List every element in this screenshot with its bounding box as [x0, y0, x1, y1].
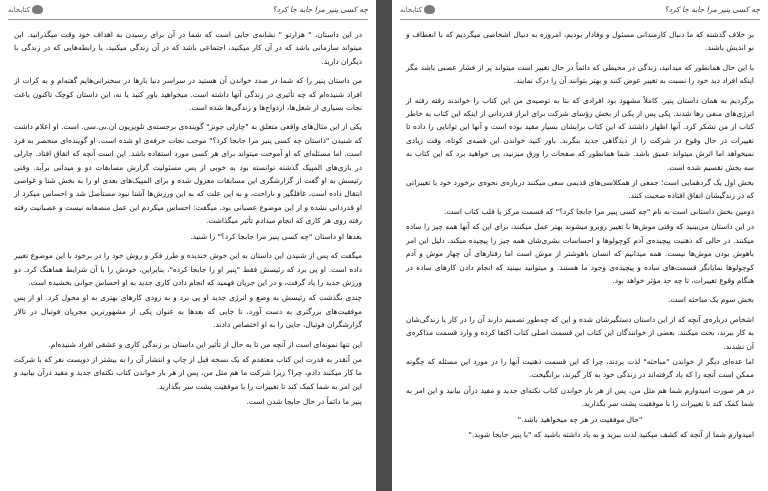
paragraph: این تنها نمونه‌ای است از آنچه من تا به حال از تأثیر این داستان بر زندگی کاری و عشقی افراد شنیده‌ام. [48, 339, 362, 349]
paragraph: با این حال همانطور که میدانید، زندگی در محیطی که دائماً در حال تغییر است میتواند پر از فشار عصبی باشد مگر اینکه افراد دید خود را نسبت به تغییر عوض کنند و بهتر بتوانند آن را درک نمایند. [406, 62, 754, 86]
paragraph: میگفت که پس از شنیدن این داستان به این خوش خندیده و طرز فکر و روش خود را در برخود با این موضوع تغییر داده است. او پی برد که رئیسش فقط "پنیر او را جابجا کرده"، بنابراین، خودش را با آن شرایط هماهنگ کرد. دو ورزش جدید را یاد گرفت، و در این جریان فهمید که انجام دادن کاری جدید به او احساس جوانی بخشیده است. [14, 251, 362, 287]
logo-icon [32, 5, 43, 14]
paragraph: بخش سوم یک مباحثه است. [668, 295, 754, 305]
paragraph: من آنقدر به قدرت این کتاب معتقدم که یک نسخه قبل از چاپ و انتشار آن را به بیشتر از دویست نفر که با شرکت ما کار میکنند دادم، چرا؟ زیرا شرکت ما هم مثل من، پس از هر بار خواندن کتاب نکته‌ای جدید و مفید درآن بیابید و این امر به شما کمک کند تا تغییرات را با موفقیت پشت سر بگذارید. [14, 354, 362, 391]
paragraph: برگردیم به همان داستان پنیر. کاملاً مشهود بود افرادی که بنا به توصیه‌ی من این کتاب را خواندند رفته رفته از انرژی‌های منفی رها شدند. یکی پس از یکی از بخش رؤسای شرکت برای ابراز قدردانی از اینکه این کتاب به خاطر کتاب از من تشکر کرد. آنها اظهار داشتند که این کتاب برایشان بسیار مفید بوده است و آنها این توانایی را داده تا تغییرات در حال وقوع در شرکت را از دیدگاهی جدید بنگرند. باور کنید خواندن این قصه‌ی کوتاه، وقت زیادی نمیخواهد اما اثرش میتواند عمیق باشد. شما همانطور که صفحات را ورق میزنید، پی خواهید برد که این کتاب به سه بخش تقسیم شده است. [406, 95, 754, 172]
left-page [0, 0, 376, 491]
paragraph: یکی از این مثال‌های واقعی متعلق به "چارلی جونز" گوینده‌ی برجسته‌ی تلویزیون ان.بی.سی. است. او اعلام داشت که شنیدن "داستان چه کسی پنیر مرا جابجا کرد؟" موجب نجات حرفه‌ی او شده است. او گوینده‌ای منحصر به فرد است. اما مسئله‌ای که او آموخت میتواند برای هر کسی مورد استفاده باشد. این است آنچه که اتفاق افتاد. چارلی در بازی‌های المپیک گذشته توانسته بود به خوبی از پس مسئولیت گزارش مسابقات دو و میدانی برآید. وقتی رئیسش به او گفت از گزارشگری این مسابقات معزول شده و برای المپیک‌های بعدی او را به بخش شنا و غواصی انتقال داده است، غافلگیر و ناراحت، و به این علت که به این ورزش‌ها آشنا نبود مستأصل شد و احساس میکرد از او قدردانی نشده و از این موضوع عصبانی بود. میگفت: احساس میکردم این عمل منصفانه نیست و عصبانیت رفته رفته روی هر کاری که انجام میدادم تأثیر میگذاشت. [14, 122, 362, 226]
page-header [400, 0, 760, 20]
paragraph: اشخاص درباره‌ی آنچه که از این داستان دستگیرشان شده و این که چه‌طور تصمیم دارند آن را در کار یا زندگی‌شان به کار ببرند، بحث میکنند. بعضی از خوانندگان این کتاب این قسمت اصلی کتاب اکتفا کرده و وارد قسمت مذاکره‌ی آن نشدند. [406, 314, 754, 351]
publisher-logo [8, 5, 43, 14]
paragraph: چندی نگذشت که رئیسش به وضع و انرژی جدید او پی برد و به زودی کارهای بهتری به او محول کرد. او از پس موفقیت‌های بزرگتری به دست آورد، تا جایی که بعدها به عنوان یکی از مشهورترین مجریان فوتبال در تالار گزارشگران فوتبال، جایی را به او اختصاص دادند. [14, 293, 362, 330]
paragraph: بعدها او داستان "چه کسی پنیر مرا جابجا کرد؟" را شنید. [190, 231, 362, 241]
quote-line: "حال موفقیت در هر چه میخواهید باشد." [517, 414, 643, 424]
logo-icon [424, 5, 435, 14]
paragraph: اما عده‌ای دیگر از خواندن "مباحثه" لذت بردند، چرا که این قسمت ذهنیت آنها را در مورد این مسئله که چگونه ممکن است آنچه را که یاد گرفته‌اند در زندگی خود به کار گیرند، برانگیخت. [406, 356, 754, 380]
paragraph: در این داستان، " هزارتو " نشانه‌ی جایی است که شما در آن برای رسیدن به اهداف خود وقت میگذرانید. این میتواند سازمانی باشد که در آن کار میکنید، اجتماعی باشد که در آن زندگی میکنید، یا رابطه‌هایی که در زندگی با دیگران دارید. [14, 30, 362, 66]
page-body [0, 20, 376, 409]
paragraph: امیدوارم شما از آنچه که کشف میکنید لذت ببرید و به یاد داشته باشید که "با پنیر جابجا شوید." [468, 429, 754, 439]
page-header [8, 0, 368, 20]
paragraph: در این داستان می‌بینید که وقتی موش‌ها با تغییر روبرو میشوند بهتر عمل میکنند، برای این که آنها همه چیز را ساده میکنند. در حالی که ذهنیت پیچیده‌ی آدم کوچولوها و احساسات بشری‌شان همه چیز را پیچیده میکند. دلیل این امر باهوش بودن موش‌ها نیست. همه میدانیم که انسان باهوشتر از موش است اما رفتارهای آن چهار موش و آدم کوچولوها نمایانگر قسمت‌های ساده و پیچیده‌ی وجود ما هستند. و میتوانید ببینید که انجام دادن کارهای ساده در هنگام وقوع تغییرات، تا چه حد مؤثر خواهد بود. [406, 222, 754, 285]
paragraph: من داستان پنیر را که شما در صدد خواندن آن هستید در سراسر دنیا بارها در سخنرانی‌هایم گفته‌ام و به کرات از افراد شنیده‌ام که چه تأثیری در زندگی آنها داشته است. میخواهید باور کنید یا نه، این داستان کوچک تاکنون باعث نجات بسیاری از شغل‌ها، ازدواج‌ها و زندگی‌ها شده است. [14, 76, 362, 113]
paragraph: بخش اول یک گردهمایی است؛ جمعی از همکلاسی‌های قدیمی سعی میکنند درباره‌ی نحوه‌ی برخورد خود با تغییراتی که در زندگیشان اتفاق افتاده صحبت کنند. [406, 178, 754, 201]
right-page [392, 0, 768, 491]
header-title: چه کسی پنیر مرا جابه جا کرد؟ [272, 5, 368, 14]
paragraph: بر خلاف گذشته که ما دنبال کارمندانی مسئول و وفادار بودیم، امروزه به دنبال اشخاصی میگردیم که با انعطاف و نو اندیش باشند. [406, 30, 754, 53]
page-body [392, 20, 768, 441]
header-title: چه کسی پنیر مرا جابه جا کرد؟ [664, 5, 760, 14]
logo-text: کتابخانه [8, 5, 30, 14]
publisher-logo [400, 5, 435, 14]
logo-text: کتابخانه [400, 5, 422, 14]
paragraph: دومین بخش داستانی است به نام "چه کسی پنیر مرا جابجا کرد؟" که قسمت مرکز یا قلب کتاب است. [444, 206, 754, 216]
paragraph: پنیر ما دائماً در حال جابجا شدن است. [246, 397, 362, 407]
paragraph: در هر صورت امیدوارم شما هم مثل من، پس از هر بار خواندن کتاب نکته‌ای جدید و مفید درآن بیابید و این امر به شما کمک کند تا تغییرات را با موفقیت پشت سر بگذارید. [406, 385, 754, 409]
